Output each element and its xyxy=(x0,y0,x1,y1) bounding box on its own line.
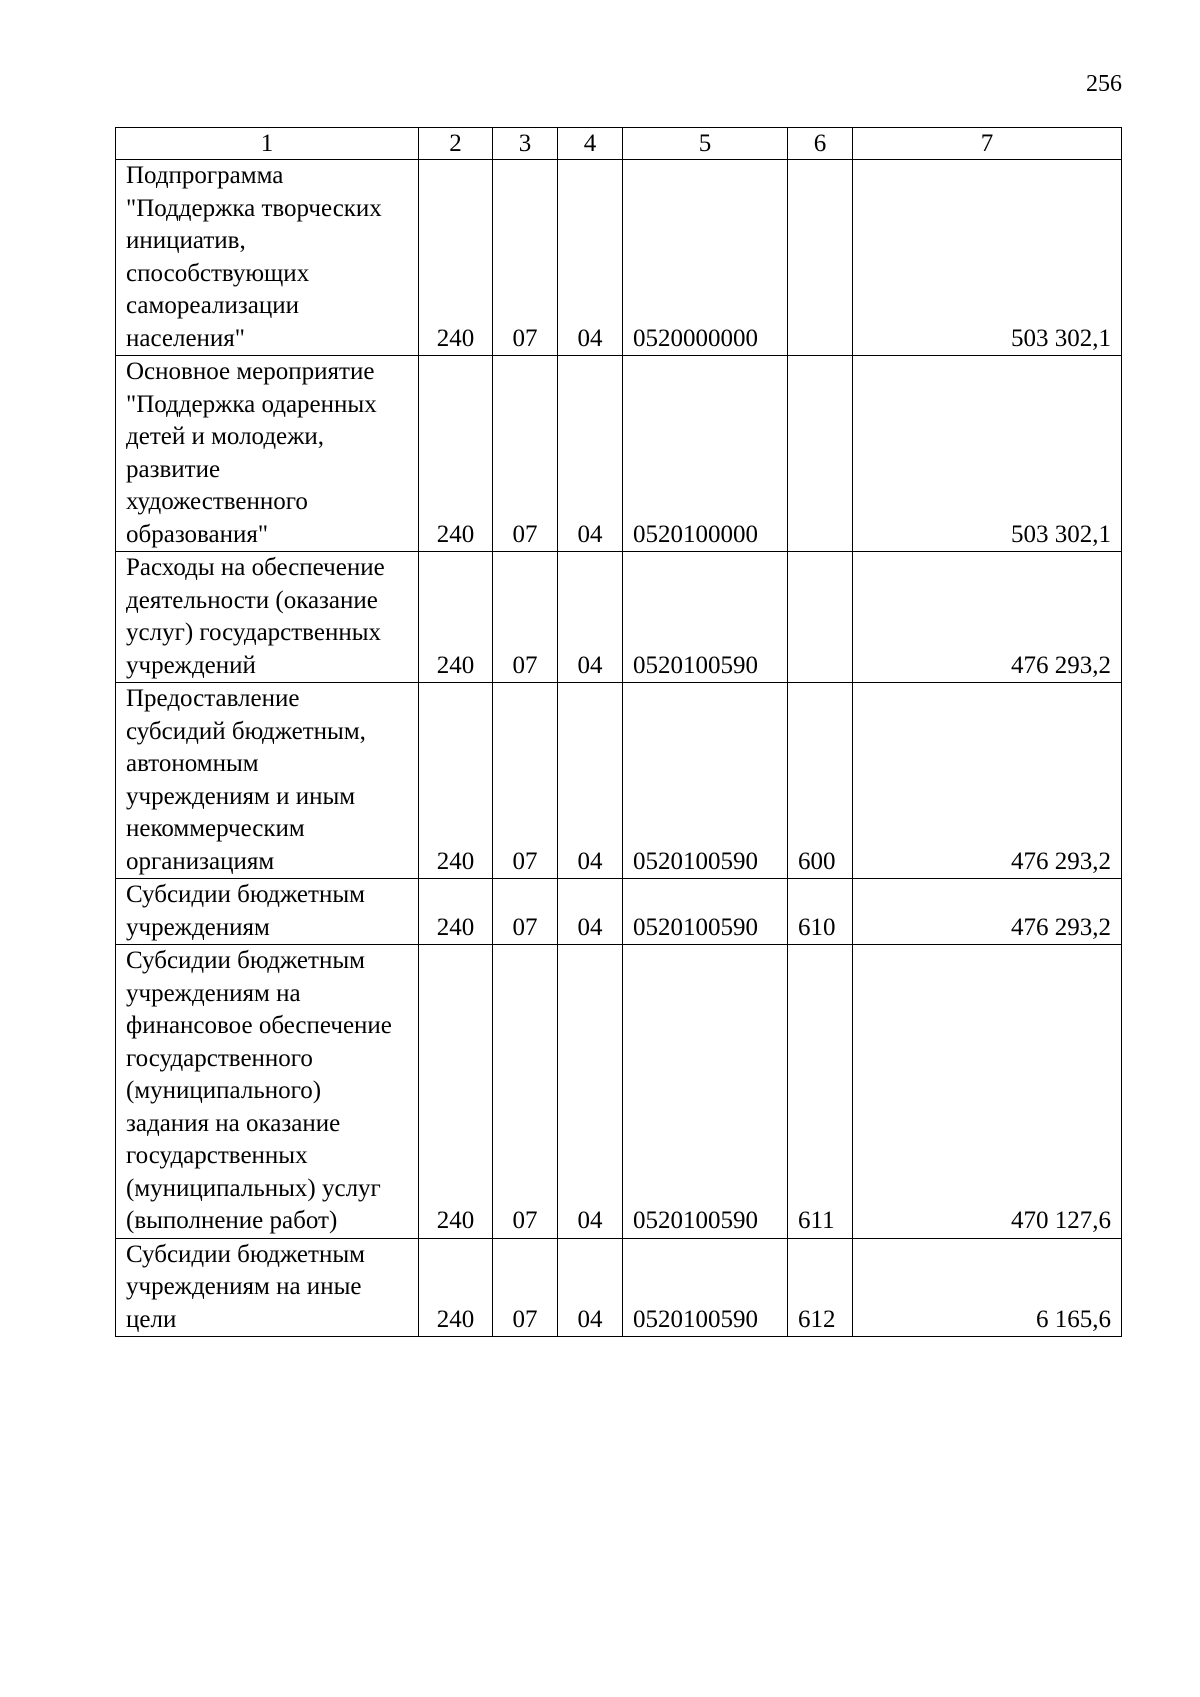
header-cell-1: 1 xyxy=(116,128,419,160)
grbs-cell: 240 xyxy=(419,356,493,552)
table-row xyxy=(116,356,1122,552)
table-row xyxy=(116,945,1122,1239)
header-cell-2: 2 xyxy=(419,128,493,160)
grbs-cell: 240 xyxy=(419,552,493,683)
header-cell-7: 7 xyxy=(853,128,1122,160)
vr-cell: 610 xyxy=(788,879,853,945)
grbs-cell: 240 xyxy=(419,945,493,1239)
sum-cell: 476 293,2 xyxy=(853,552,1122,683)
csr-cell: 0520100590 xyxy=(623,1238,788,1337)
podrazdel-cell: 04 xyxy=(558,945,623,1239)
csr-cell: 0520100590 xyxy=(623,552,788,683)
csr-cell: 0520100590 xyxy=(623,945,788,1239)
podrazdel-cell: 04 xyxy=(558,683,623,879)
podrazdel-cell: 04 xyxy=(558,356,623,552)
csr-cell: 0520100000 xyxy=(623,356,788,552)
razdel-cell: 07 xyxy=(493,552,558,683)
table-header xyxy=(116,128,1122,160)
razdel-cell: 07 xyxy=(493,683,558,879)
csr-cell: 0520000000 xyxy=(623,160,788,356)
name-cell: Предоставление субсидий бюджетным, автономным учреждениям и иным некоммерческим организациям xyxy=(116,683,419,879)
grbs-cell: 240 xyxy=(419,1238,493,1337)
razdel-cell: 07 xyxy=(493,160,558,356)
sum-cell: 476 293,2 xyxy=(853,879,1122,945)
vr-cell xyxy=(788,552,853,683)
sum-cell: 503 302,1 xyxy=(853,356,1122,552)
csr-cell: 0520100590 xyxy=(623,879,788,945)
podrazdel-cell: 04 xyxy=(558,879,623,945)
table-row xyxy=(116,552,1122,683)
table-body xyxy=(116,160,1122,1337)
page-number: 256 xyxy=(1086,71,1122,97)
budget-table xyxy=(115,127,1122,1337)
razdel-cell: 07 xyxy=(493,356,558,552)
podrazdel-cell: 04 xyxy=(558,160,623,356)
table-row xyxy=(116,1238,1122,1337)
name-cell: Подпрограмма "Поддержка творческих инициатив, способствующих самореализации населения" xyxy=(116,160,419,356)
header-row xyxy=(116,128,1122,160)
name-cell: Субсидии бюджетным учреждениям xyxy=(116,879,419,945)
vr-cell xyxy=(788,160,853,356)
table-row xyxy=(116,160,1122,356)
header-cell-6: 6 xyxy=(788,128,853,160)
name-cell: Расходы на обеспечение деятельности (оказание услуг) государственных учреждений xyxy=(116,552,419,683)
razdel-cell: 07 xyxy=(493,945,558,1239)
name-cell: Основное мероприятие "Поддержка одаренных детей и молодежи, развитие художественного образования" xyxy=(116,356,419,552)
grbs-cell: 240 xyxy=(419,160,493,356)
podrazdel-cell: 04 xyxy=(558,1238,623,1337)
sum-cell: 476 293,2 xyxy=(853,683,1122,879)
sum-cell: 470 127,6 xyxy=(853,945,1122,1239)
grbs-cell: 240 xyxy=(419,683,493,879)
razdel-cell: 07 xyxy=(493,1238,558,1337)
sum-cell: 6 165,6 xyxy=(853,1238,1122,1337)
header-cell-3: 3 xyxy=(493,128,558,160)
header-cell-5: 5 xyxy=(623,128,788,160)
razdel-cell: 07 xyxy=(493,879,558,945)
vr-cell: 612 xyxy=(788,1238,853,1337)
table-row xyxy=(116,683,1122,879)
podrazdel-cell: 04 xyxy=(558,552,623,683)
header-cell-4: 4 xyxy=(558,128,623,160)
table-row xyxy=(116,879,1122,945)
name-cell: Субсидии бюджетным учреждениям на финансовое обеспечение государственного (муниципального) задания на оказание государственных (муниципальных) услуг (выполнение работ) xyxy=(116,945,419,1239)
name-cell: Субсидии бюджетным учреждениям на иные цели xyxy=(116,1238,419,1337)
grbs-cell: 240 xyxy=(419,879,493,945)
sum-cell: 503 302,1 xyxy=(853,160,1122,356)
vr-cell: 600 xyxy=(788,683,853,879)
vr-cell: 611 xyxy=(788,945,853,1239)
csr-cell: 0520100590 xyxy=(623,683,788,879)
vr-cell xyxy=(788,356,853,552)
